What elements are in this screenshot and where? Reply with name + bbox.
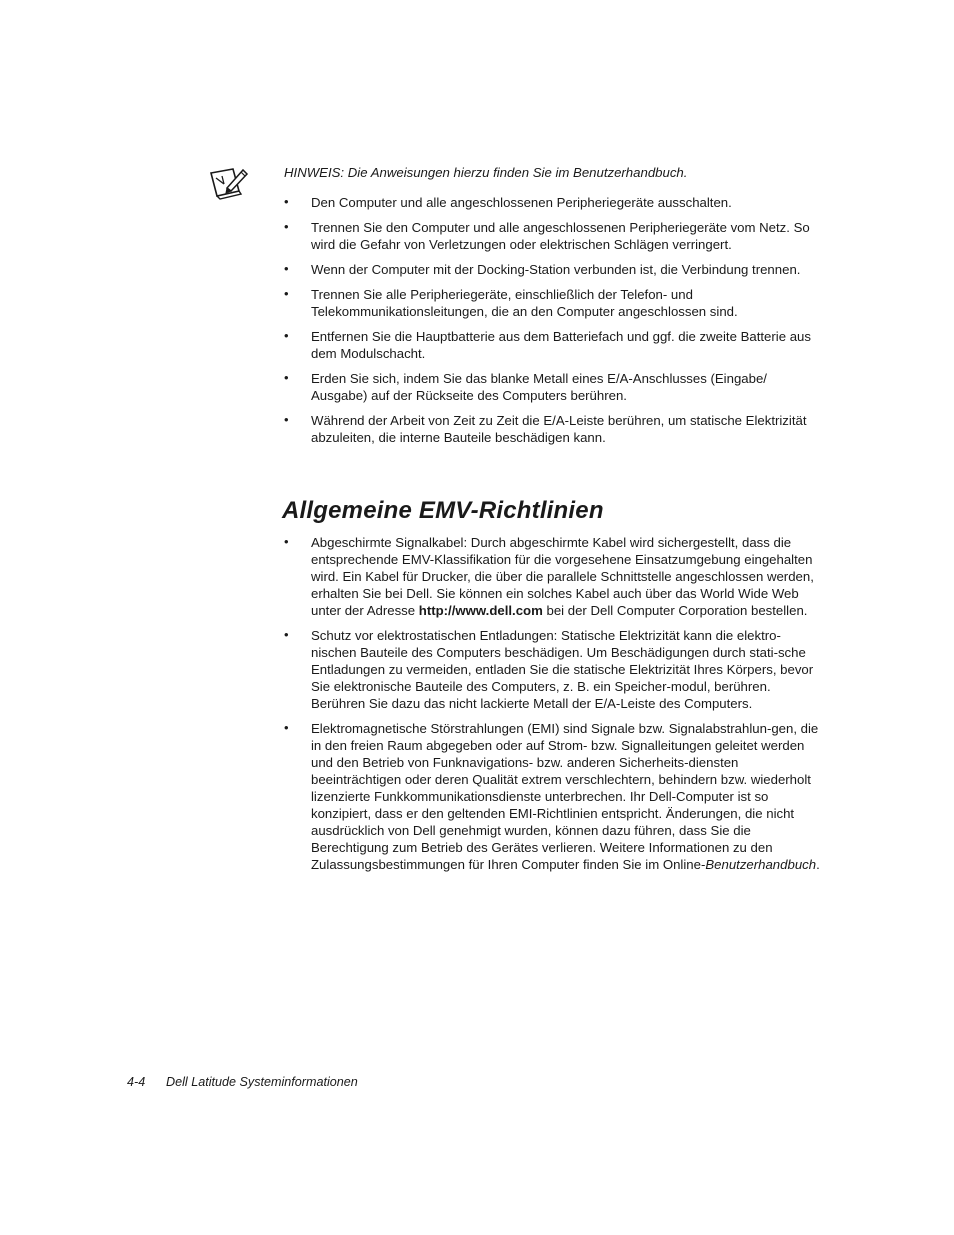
footer-title: Dell Latitude Systeminformationen [166,1075,358,1089]
list-item-text: Wenn der Computer mit der Docking-Station verbunden ist, die Verbindung trennen. [311,262,801,277]
list-item [284,370,824,404]
bullet: • [284,720,289,735]
note-pencil-icon [208,164,250,202]
list-item [284,720,824,873]
list-item [284,534,824,619]
dell-url-link[interactable]: http://www.dell.com [418,603,543,618]
bullet: • [284,328,289,343]
page-number: 4-4 [127,1075,146,1089]
list-item [284,286,824,320]
list-item-text-after: bei der Dell Computer Corporation bestellen. [542,603,808,618]
list-item [284,328,824,362]
bullet: • [284,534,289,549]
list-item-text: Erden Sie sich, indem Sie das blanke Metall eines E/A-Anschlusses (Eingabe/ Ausgabe) auf der Rückseite des Computers berühren. [311,371,767,403]
bullet: • [284,370,289,385]
list-item-text-before: Abgeschirmte Signalkabel: Durch abgeschirmte Kabel wird sichergestellt, dass die entsprechende EMV-Klassifikation für die vorgesehene Einsatzumgebung eingehalten wird. Ein Kabel für Drucker, die über die parallele Schnittstelle angeschlossen werden, erhalten Sie bei Dell. Sie können ein solches Kabel auch über das World Wide Web unter der Adresse [311,535,814,618]
manual-title: Benutzerhandbuch [705,857,817,872]
bullet: • [284,286,289,301]
bullet: • [284,412,289,427]
list-item-text-before: Elektromagnetische Störstrahlungen (EMI) sind Signale bzw. Signalabstrahlun-gen, die in den freien Raum abgegeben oder auf Strom- bzw. Signalleitungen geleitet werden und den Betrieb von Funknavigations- bzw. anderen Sicherheits-diensten beeinträchtigen oder deren Qualität extrem verschlechtern, behindern bzw. wiederholt lizenzierte Funkkommunikationsdienste unterbrechen. Ihr Dell-Computer ist so konzipiert, dass er den geltenden EMI-Richtlinien entspricht. Änderungen, die nicht ausdrücklich von Dell genehmigt wurden, können dazu führen, dass Sie die Berechtigung zum Betrieb des Gerätes verlieren. Weitere Informationen zu den Zulassungsbestimmungen für Ihren Computer finden Sie im Online- [311,721,819,872]
list-item-text: Schutz vor elektrostatischen Entladungen: Statische Elektrizität kann die elektro-nischen Bauteile des Computers beschädigen. Um Beschädigungen durch stati-sche Entladungen zu vermeiden, entladen Sie die statische Elektrizität Ihres Körpers, bevor Sie elektronische Bauteile des Computers, z. B. ein Speicher-modul, berühren. Berühren Sie dazu das nicht lackierte Metall der E/A-Leiste des Computers. [311,628,814,711]
bullet: • [284,627,289,642]
page-footer [127,1074,358,1090]
list-item [284,219,824,253]
bullet: • [284,194,289,209]
bullet: • [284,261,289,276]
list-item-text: Während der Arbeit von Zeit zu Zeit die E/A-Leiste berühren, um statische Elektrizität abzuleiten, die interne Bauteile beschädigen kann. [311,413,807,445]
list-item-text: Den Computer und alle angeschlossenen Peripheriegeräte ausschalten. [311,195,732,210]
list-item [284,261,824,278]
list-item [284,194,824,211]
note-text: HINWEIS: Die Anweisungen hierzu finden Sie im Benutzerhandbuch. [284,165,688,180]
list-item-text: Trennen Sie alle Peripheriegeräte, einschließlich der Telefon- und Telekommunikationsleitungen, die an den Computer angeschlossen sind. [311,287,738,319]
section-heading: Allgemeine EMV-Richtlinien [282,497,604,524]
list-item-text: Entfernen Sie die Hauptbatterie aus dem Batteriefach und ggf. die zweite Batterie aus dem Modulschacht. [311,329,811,361]
list-item-text-after: . [816,857,820,872]
list-item [284,412,824,446]
step-list [284,194,824,454]
list-item-text: Trennen Sie den Computer und alle angeschlossenen Peripheriegeräte vom Netz. So wird die Gefahr von Verletzungen oder elektrischen Schlägen verringert. [311,220,810,252]
list-item [284,627,824,712]
guideline-list [284,534,824,881]
bullet: • [284,219,289,234]
